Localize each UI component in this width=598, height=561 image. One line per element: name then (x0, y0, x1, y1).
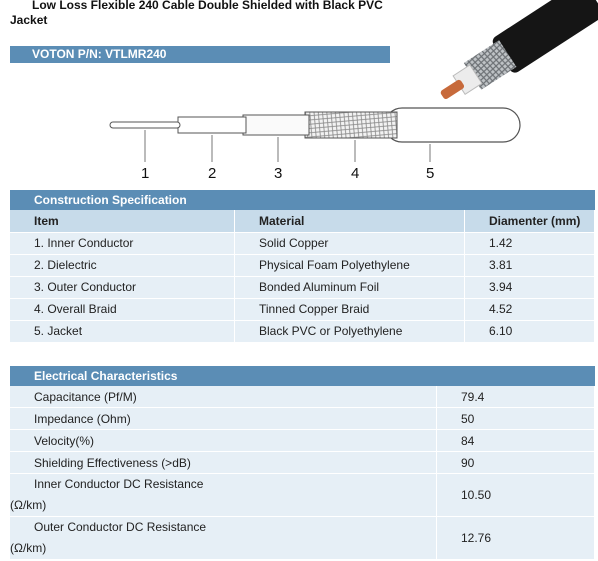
cell-item: 1. Inner Conductor (10, 232, 235, 254)
construction-header-row (10, 210, 595, 232)
table-row (10, 408, 595, 430)
cell-diameter: 6.10 (465, 320, 595, 342)
cell-material: Solid Copper (235, 232, 465, 254)
table-row (10, 452, 595, 474)
table-row (10, 320, 595, 342)
cell-name (10, 517, 437, 560)
cell-value: 50 (437, 408, 595, 430)
cable-diagram (100, 100, 530, 190)
part-number-bar: VOTON P/N: VTLMR240 (10, 46, 390, 63)
cell-material: Bonded Aluminum Foil (235, 276, 465, 298)
table-row (10, 430, 595, 452)
construction-table (10, 190, 595, 343)
cell-name-line2: (Ω/km) (10, 541, 47, 555)
foil-part (243, 115, 309, 135)
diagram-label-4: 4 (351, 165, 360, 182)
cell-value: 90 (437, 452, 595, 474)
cell-diameter: 3.94 (465, 276, 595, 298)
cell-item: 4. Overall Braid (10, 298, 235, 320)
cell-item: 2. Dielectric (10, 254, 235, 276)
diagram-label-1: 1 (141, 165, 150, 182)
diagram-label-2: 2 (208, 165, 217, 182)
cell-diameter: 4.52 (465, 298, 595, 320)
cell-name-line1: Inner Conductor DC Resistance (34, 477, 204, 491)
cell-name-line1: Outer Conductor DC Resistance (34, 520, 207, 534)
cell-diameter: 1.42 (465, 232, 595, 254)
jacket-part (385, 108, 520, 142)
cell-name: Velocity(%) (10, 430, 437, 452)
diagram-label-5: 5 (426, 165, 435, 182)
cell-name: Capacitance (Pf/M) (10, 386, 437, 408)
copper-photo (440, 79, 466, 100)
diagram-label-3: 3 (274, 165, 283, 182)
conductor-part (110, 122, 180, 128)
cell-value: 84 (437, 430, 595, 452)
dielectric-part (178, 117, 246, 133)
table-row (10, 517, 595, 560)
col-diameter: Diamenter (mm) (465, 210, 595, 232)
electrical-table (10, 366, 595, 560)
cell-material: Tinned Copper Braid (235, 298, 465, 320)
cell-diameter: 3.81 (465, 254, 595, 276)
table-row (10, 276, 595, 298)
cell-material: Black PVC or Polyethylene (235, 320, 465, 342)
cell-name: Shielding Effectiveness (>dB) (10, 452, 437, 474)
cell-value: 79.4 (437, 386, 595, 408)
braid-part (305, 112, 397, 138)
page-title (10, 0, 400, 28)
cell-item: 5. Jacket (10, 320, 235, 342)
table-row (10, 298, 595, 320)
title-line-1: Low Loss Flexible 240 Cable Double Shielded with Black PVC (32, 0, 383, 12)
col-material: Material (235, 210, 465, 232)
construction-title: Construction Specification (10, 190, 595, 210)
table-row (10, 474, 595, 517)
cell-item: 3. Outer Conductor (10, 276, 235, 298)
cell-name: Impedance (Ohm) (10, 408, 437, 430)
cable-photo (425, 0, 598, 100)
cell-value: 12.76 (437, 517, 595, 560)
cell-name (10, 474, 437, 517)
col-item: Item (10, 210, 235, 232)
table-row (10, 232, 595, 254)
title-line-2: Jacket (10, 13, 48, 27)
cell-value: 10.50 (437, 474, 595, 517)
electrical-title: Electrical Characteristics (10, 366, 595, 386)
cell-material: Physical Foam Polyethylene (235, 254, 465, 276)
cell-name-line2: (Ω/km) (10, 498, 47, 512)
table-row (10, 386, 595, 408)
table-row (10, 254, 595, 276)
